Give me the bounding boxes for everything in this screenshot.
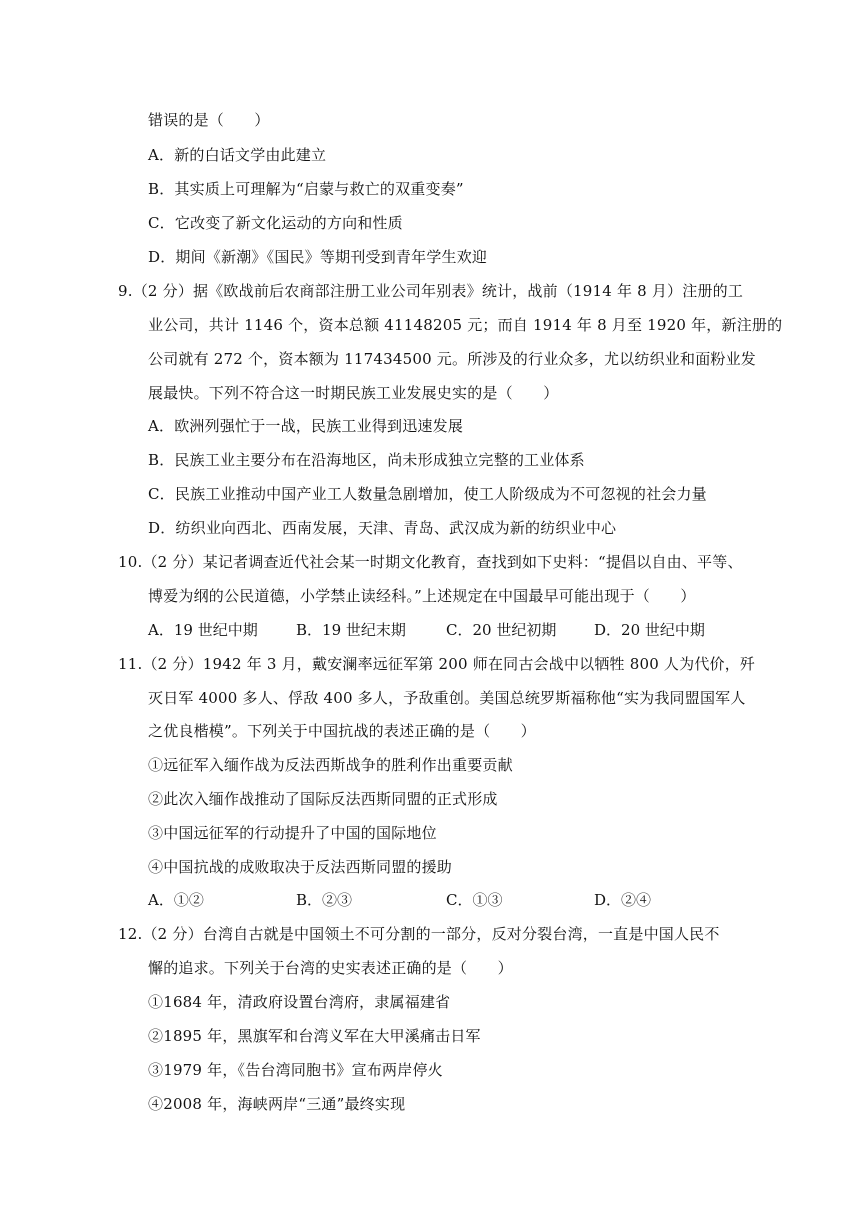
q8-stem-end: 错误的是（ ） (148, 111, 270, 129)
q10-option-b: B．19 世纪末期 (296, 621, 406, 639)
q9-stem-line-3: 公司就有 272 个，资本额为 117434500 元。所涉及的行业众多，尤以纺织业和面粉业发 (148, 350, 756, 368)
q11-stem-line-3: 之优良楷模”。下列关于中国抗战的表述正确的是（ ） (148, 722, 536, 740)
q12-stem-line-1: 12.（2 分）台湾自古就是中国领土不可分割的一部分，反对分裂台湾，一直是中国人民不 (118, 925, 720, 943)
q9-option-c: C．民族工业推动中国产业工人数量急剧增加，使工人阶级成为不可忽视的社会力量 (148, 485, 707, 503)
q12-item-2: ②1895 年，黑旗军和台湾义军在大甲溪痛击日军 (148, 1027, 481, 1045)
q10-stem-line-1: 10.（2 分）某记者调查近代社会某一时期文化教育，查找到如下史料：“提倡以自由、平等、 (118, 553, 743, 571)
q11-stem-line-1: 11.（2 分）1942 年 3 月，戴安澜率远征军第 200 师在同古会战中以牺牲 800 人为代价，歼 (118, 655, 756, 673)
q11-item-1: ①远征军入缅作战为反法西斯战争的胜利作出重要贡献 (148, 756, 513, 774)
q11-option-a: A．①② (148, 891, 204, 909)
q9-stem-line-1: 9.（2 分）据《欧战前后农商部注册工业公司年别表》统计，战前（1914 年 8 月）注册的工 (118, 282, 744, 300)
q10-option-c: C．20 世纪初期 (446, 621, 557, 639)
q9-option-d: D．纺织业向西北、西南发展，天津、青岛、武汉成为新的纺织业中心 (148, 519, 617, 537)
q11-option-c: C．①③ (446, 891, 503, 909)
q12-item-3: ③1979 年，《告台湾同胞书》宣布两岸停火 (148, 1061, 443, 1079)
q10-option-d: D．20 世纪中期 (594, 621, 705, 639)
q11-item-2: ②此次入缅作战推动了国际反法西斯同盟的正式形成 (148, 790, 498, 808)
q9-stem-line-4: 展最快。下列不符合这一时期民族工业发展史实的是（ ） (148, 384, 559, 402)
q12-item-1: ①1684 年，清政府设置台湾府，隶属福建省 (148, 993, 451, 1011)
q11-item-4: ④中国抗战的成败取决于反法西斯同盟的援助 (148, 858, 453, 876)
q8-option-c: C．它改变了新文化运动的方向和性质 (148, 214, 403, 232)
q8-option-d: D．期间《新潮》《国民》等期刊受到青年学生欢迎 (148, 248, 488, 266)
q11-option-d: D．②④ (594, 891, 652, 909)
q12-stem-line-2: 懈的追求。下列关于台湾的史实表述正确的是（ ） (148, 959, 513, 977)
q8-option-b: B．其实质上可理解为“启蒙与救亡的双重变奏” (148, 180, 464, 198)
q9-option-b: B．民族工业主要分布在沿海地区，尚未形成独立完整的工业体系 (148, 451, 585, 469)
q9-option-a: A．欧洲列强忙于一战，民族工业得到迅速发展 (148, 417, 464, 435)
q12-item-4: ④2008 年，海峡两岸“三通”最终实现 (148, 1095, 406, 1113)
q11-option-b: B．②③ (296, 891, 353, 909)
q11-stem-line-2: 灭日军 4000 多人、俘敌 400 多人，予敌重创。美国总统罗斯福称他“实为我同盟国军人 (148, 689, 746, 707)
q11-item-3: ③中国远征军的行动提升了中国的国际地位 (148, 824, 437, 842)
q9-stem-line-2: 业公司，共计 1146 个，资本总额 41148205 元；而自 1914 年 8 月至 1920 年，新注册的 (148, 316, 783, 334)
q8-option-a: A．新的白话文学由此建立 (148, 146, 327, 164)
q10-option-a: A．19 世纪中期 (148, 621, 258, 639)
q10-stem-line-2: 博爱为纲的公民道德，小学禁止读经科。”上述规定在中国最早可能出现于（ ） (148, 587, 696, 605)
